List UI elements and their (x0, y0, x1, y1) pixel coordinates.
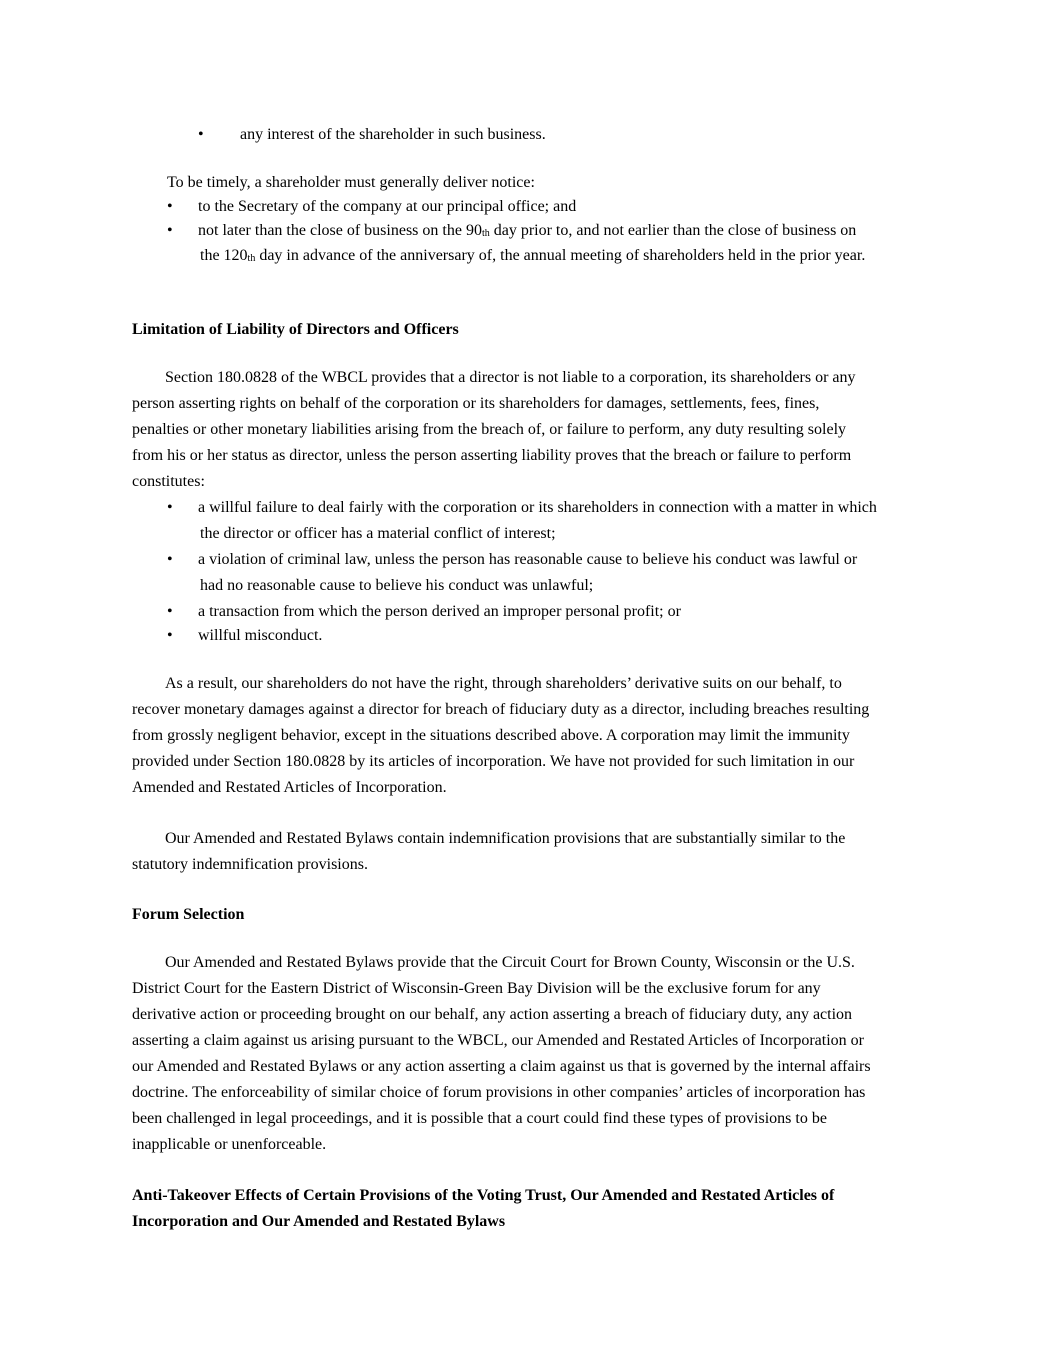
bullet-text-continuation: the director or officer has a material conflict of interest; (200, 525, 556, 542)
paragraph-line: Amended and Restated Articles of Incorporation. (132, 779, 447, 796)
section-heading-forum: Forum Selection (132, 906, 245, 923)
paragraph-line: As a result, our shareholders do not have the right, through shareholders’ derivative suits on our behalf, to (165, 675, 842, 692)
paragraph-line: person asserting rights on behalf of the corporation or its shareholders for damages, settlements, fees, fines, (132, 395, 820, 412)
paragraph-line: asserting a claim against us arising pursuant to the WBCL, our Amended and Restated Articles of Incorporation or (132, 1032, 864, 1049)
bullet-text: not later than the close of business on the $90_{th}$ day prior to, and not earlier than the close of business on (198, 222, 857, 239)
paragraph-line: derivative action or proceeding brought on our behalf, any action asserting a breach of fiduciary duty, any action (132, 1006, 853, 1023)
section-heading-liability: Limitation of Liability of Directors and Officers (132, 321, 459, 338)
paragraph-line: District Court for the Eastern District of Wisconsin-Green Bay Division will be the exclusive forum for any (132, 980, 821, 997)
bullet-marker: • (167, 222, 173, 239)
timely-intro: To be timely, a shareholder must generally deliver notice: (167, 174, 535, 191)
bullet-text: any interest of the shareholder in such business. (240, 126, 546, 143)
bullet-marker: • (167, 627, 173, 644)
paragraph-line: penalties or other monetary liabilities arising from the breach of, or failure to perform, any duty resulting solely (132, 421, 847, 438)
paragraph-line: constitutes: (132, 473, 205, 490)
paragraph-line: Our Amended and Restated Bylaws contain indemnification provisions that are substantially similar to the (165, 830, 846, 847)
paragraph-line: from grossly negligent behavior, except in the situations described above. A corporation may limit the immunity (132, 727, 850, 744)
paragraph-line: from his or her status as director, unless the person asserting liability proves that the breach or failure to perform (132, 447, 852, 464)
bullet-text-continuation: had no reasonable cause to believe his conduct was unlawful; (200, 577, 594, 594)
bullet-text-continuation: the $120_{th}$ day in advance of the anniversary of, the annual meeting of shareholders held in the prior year. (200, 247, 866, 264)
bullet-marker: • (167, 499, 173, 516)
bullet-text: to the Secretary of the company at our principal office; and (198, 198, 577, 215)
paragraph-line: Section 180.0828 of the WBCL provides that a director is not liable to a corporation, its shareholders or any (165, 369, 856, 386)
bullet-text: willful misconduct. (198, 627, 323, 644)
paragraph-line: recover monetary damages against a director for breach of fiduciary duty as a director, including breaches resulting (132, 701, 870, 718)
paragraph-line: statutory indemnification provisions. (132, 856, 368, 873)
paragraph-line: inapplicable or unenforceable. (132, 1136, 327, 1153)
bullet-text: a transaction from which the person derived an improper personal profit; or (198, 603, 681, 620)
bullet-text: a violation of criminal law, unless the person has reasonable cause to believe his conduct was lawful or (198, 551, 858, 568)
paragraph-line: provided under Section 180.0828 by its articles of incorporation. We have not provided for such limitation in our (132, 753, 855, 770)
bullet-marker: • (167, 551, 173, 568)
bullet-marker: • (167, 603, 173, 620)
paragraph-line: been challenged in legal proceedings, and it is possible that a court could find these types of provisions to be (132, 1110, 827, 1127)
section-heading-antitakeover-continuation: Incorporation and Our Amended and Restated Bylaws (132, 1213, 506, 1230)
bullet-marker: • (167, 198, 173, 215)
bullet-marker: • (198, 126, 204, 143)
paragraph-line: our Amended and Restated Bylaws or any action asserting a claim against us that is governed by the internal affairs (132, 1058, 871, 1075)
section-heading-antitakeover: Anti-Takeover Effects of Certain Provisions of the Voting Trust, Our Amended and Restated Articles of (132, 1187, 835, 1204)
paragraph-line: Our Amended and Restated Bylaws provide that the Circuit Court for Brown County, Wisconsin or the U.S. (165, 954, 855, 971)
paragraph-line: doctrine. The enforceability of similar choice of forum provisions in other companies’ articles of incorporation has (132, 1084, 866, 1101)
bullet-text: a willful failure to deal fairly with the corporation or its shareholders in connection with a matter in which (198, 499, 877, 516)
